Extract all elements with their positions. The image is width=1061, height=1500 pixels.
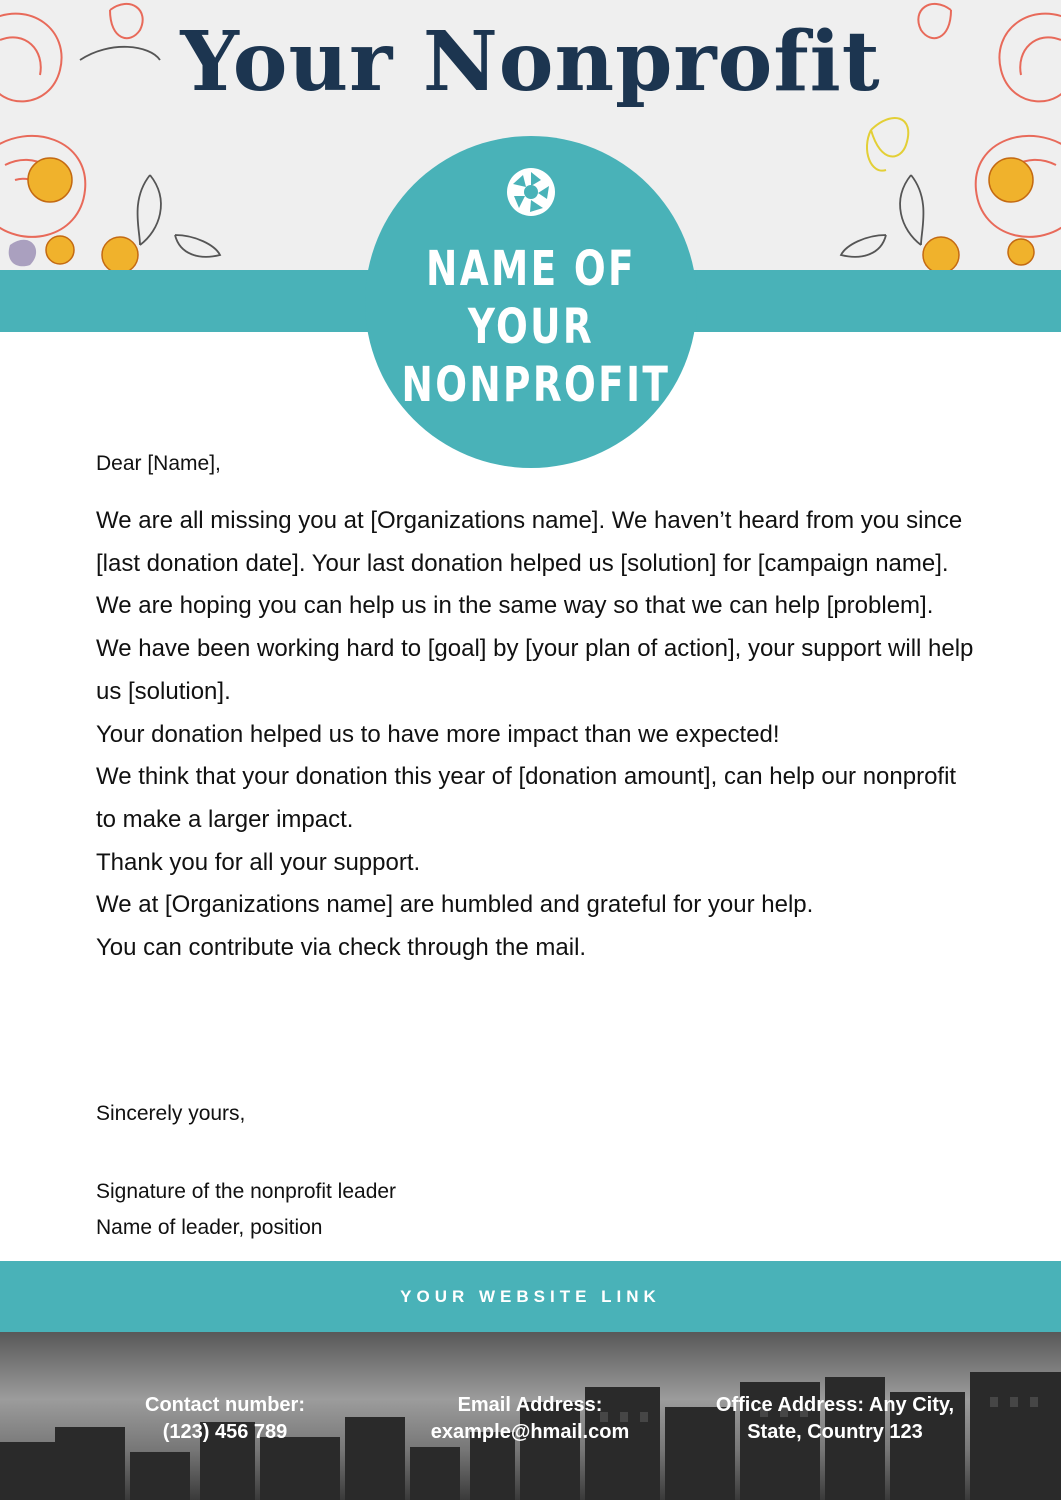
letter-paragraph: We are hoping you can help us in the same way so that we can help [problem]. [96,592,934,620]
letter-paragraph: Thank you for all your support. [96,848,421,876]
email-address [405,1392,655,1446]
contact-label: Contact number: [145,1394,305,1416]
org-title: Your Nonprofit [180,14,881,110]
office-address [700,1392,970,1446]
letter-paragraph: We at [Organizations name] are humbled and grateful for your help. [96,891,814,919]
contact-number [110,1392,340,1446]
letter-body [96,500,976,970]
signature-line: Signature of the nonprofit leader [96,1180,397,1203]
letter-paragraph: We have been working hard to [goal] by [your plan of action], your support will help us [solution]. [96,635,974,705]
aperture-icon [505,166,557,218]
office-value: State, Country 123 [747,1421,923,1443]
letter-paragraph: You can contribute via check through the mail. [96,934,587,962]
office-label: Office Address: Any City, [715,1394,955,1416]
website-band [0,1261,1061,1332]
letter-paragraph: Your donation helped us to have more impact than we expected! [96,720,780,748]
circle-title-line2: NONPROFIT [401,357,671,413]
closing: Sincerely yours, [96,1102,246,1125]
letter-paragraph: We are all missing you at [Organizations name]. We haven’t heard from you since [last donation date]. Your last donation helped us [solution] for [campaign name]. [96,507,963,577]
signature-block [96,1174,396,1246]
footer [0,1332,1061,1500]
circle-title-line1: NAME OF YOUR [426,241,636,355]
letter-paragraph: We think that your donation this year of [donation amount], can help our nonprofit to make a larger impact. [96,763,957,833]
email-label: Email Address: [457,1394,603,1416]
email-value[interactable]: example@hmail.com [430,1421,630,1443]
contact-value: (123) 456 789 [162,1421,288,1443]
website-link[interactable]: YOUR WEBSITE LINK [400,1286,661,1306]
circle-title [401,240,671,414]
leader-name: Name of leader, position [96,1216,323,1239]
salutation: Dear [Name], [96,452,221,475]
